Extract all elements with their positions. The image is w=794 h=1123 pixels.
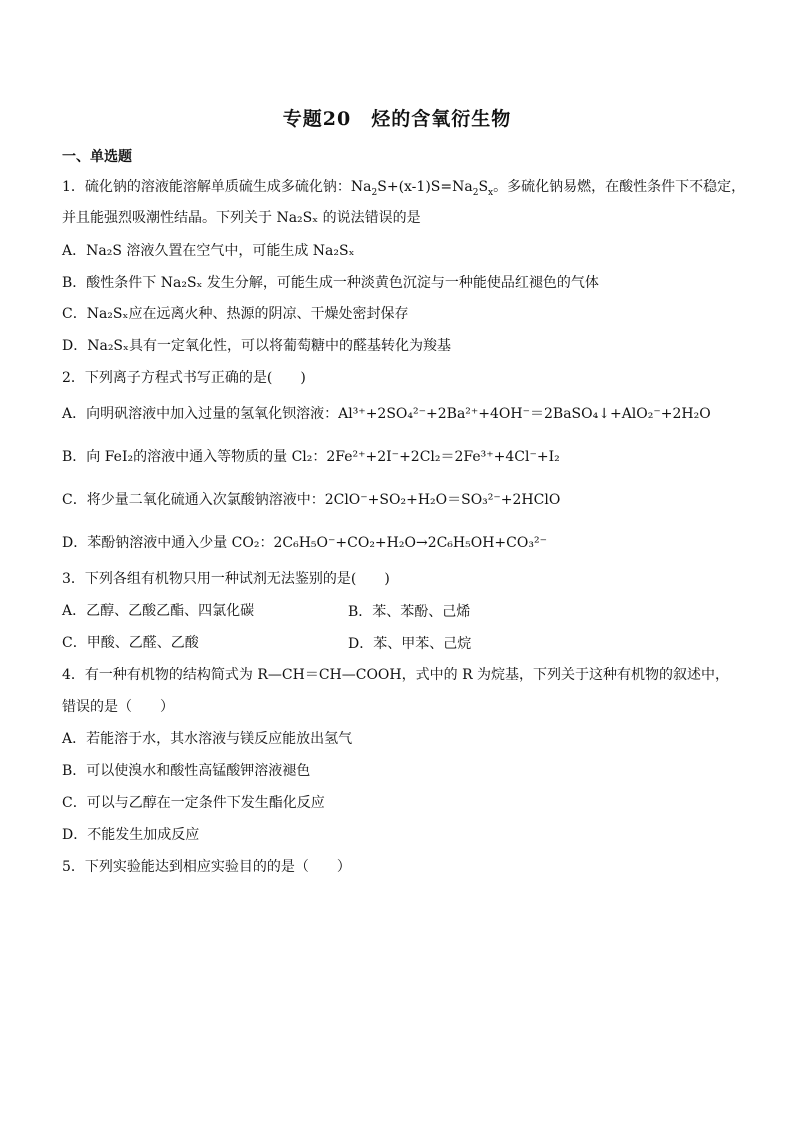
- q3-option-c: C．甲酸、乙醛、乙酸: [62, 635, 199, 651]
- q3-option-d: D．苯、甲苯、己烷: [348, 636, 472, 652]
- q4-option-b: B．可以使溴水和酸性高锰酸钾溶液褪色: [62, 763, 311, 779]
- q1-stem-line2: 并且能强烈吸潮性结晶。下列关于 Na₂Sₓ 的说法错误的是: [62, 210, 421, 226]
- q1-equation: $Na_2S+(x-1)S=Na_2S_x$: [350, 179, 494, 198]
- q1-option-b: B．酸性条件下 Na₂Sₓ 发生分解，可能生成一种淡黄色沉淀与一种能使品红褪色的气体: [62, 275, 599, 291]
- q1-option-a: A．Na₂S 溶液久置在空气中，可能生成 Na₂Sₓ: [62, 243, 355, 259]
- q5-stem: 5．下列实验能达到相应实验目的的是（ ）: [62, 859, 351, 875]
- q4-option-c: C．可以与乙醇在一定条件下发生酯化反应: [62, 795, 325, 811]
- q2-option-a: A．向明矾溶液中加入过量的氢氧化钡溶液：Al³⁺+2SO₄²⁻+2Ba²⁺+4OH⁻＝2BaSO₄↓+AlO₂⁻+2H₂O: [62, 406, 711, 422]
- q2-option-d: D．苯酚钠溶液中通入少量 CO₂：2C₆H₅O⁻+CO₂+H₂O→2C₆H₅OH+CO₃²⁻: [62, 535, 547, 551]
- q4-option-d: D．不能发生加成反应: [62, 827, 200, 843]
- page-title: 专题20 烃的含氧衍生物: [282, 108, 512, 130]
- q4-stem-line2: 错误的是（ ）: [62, 699, 174, 715]
- q4-stem-line1: 4．有一种有机物的结构简式为 R—CH＝CH—COOH，式中的 R 为烷基，下列关于这种有机物的叙述中，: [62, 667, 730, 683]
- q2-option-b: B．向 FeI₂的溶液中通入等物质的量 Cl₂：2Fe²⁺+2I⁻+2Cl₂＝2Fe³⁺+4Cl⁻+I₂: [62, 449, 560, 465]
- q2-option-c: C．将少量二氧化硫通入次氯酸钠溶液中：2ClO⁻+SO₂+H₂O＝SO₃²⁻+2HClO: [62, 492, 561, 508]
- q4-option-a: A．若能溶于水，其水溶液与镁反应能放出氢气: [62, 731, 353, 747]
- q3-option-a: A．乙醇、乙酸乙酯、四氯化碳: [62, 603, 255, 619]
- q3-stem: 3．下列各组有机物只用一种试剂无法鉴别的是( ): [62, 571, 390, 587]
- q1-option-c: C．Na₂Sₓ应在远离火种、热源的阴凉、干燥处密封保存: [62, 306, 409, 322]
- section-heading: 一、单选题: [62, 149, 132, 165]
- q1-option-d: D．Na₂Sₓ具有一定氧化性，可以将葡萄糖中的醛基转化为羧基: [62, 338, 451, 354]
- q2-stem: 2．下列离子方程式书写正确的是( ): [62, 370, 306, 386]
- q3-option-b: B．苯、苯酚、己烯: [348, 604, 471, 620]
- q1-stem-line1: 1．硫化钠的溶液能溶解单质硫生成多硫化钠：$Na_2S+(x-1)S=Na_2S_x$。多硫化钠易燃，在酸性条件下不稳定，: [62, 179, 746, 198]
